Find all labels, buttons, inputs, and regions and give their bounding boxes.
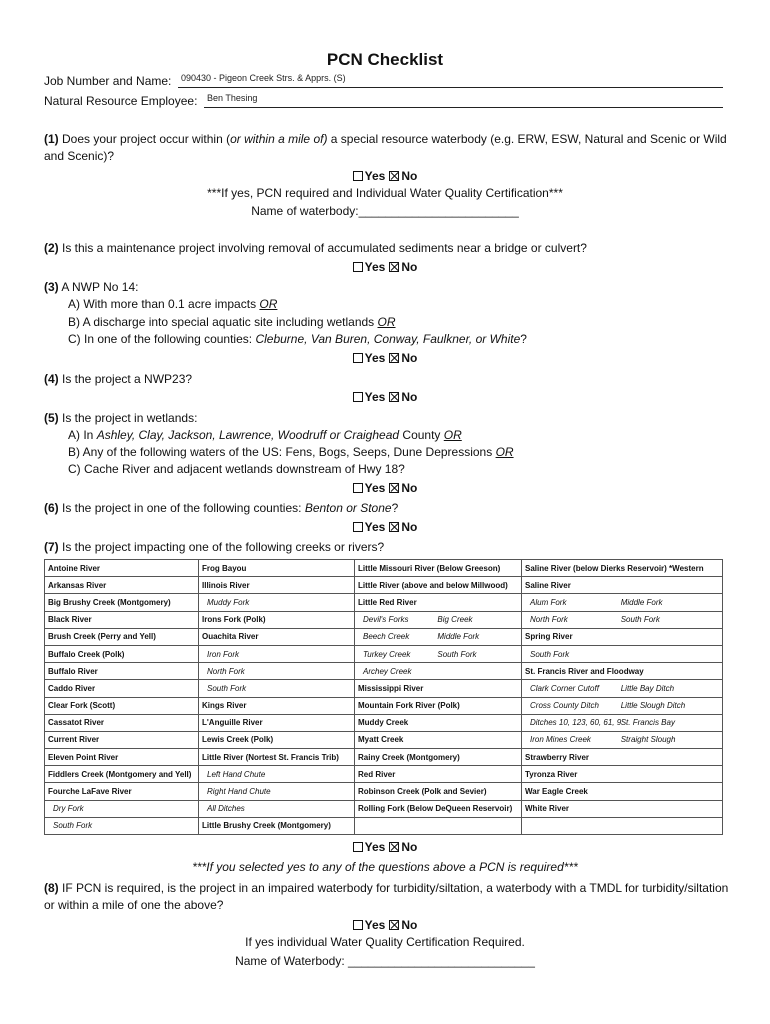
river-cell [355,714,522,731]
river-name: Middle Fork [437,632,480,642]
q7-no-label: No [401,840,418,854]
question-6-number: (6) [44,501,59,515]
question-8-note: If yes individual Water Quality Certification Required. [245,935,525,949]
question-3-option-c [68,332,527,346]
q8-yes-label: Yes [364,918,386,932]
question-5-number: (5) [44,411,59,425]
rivers-table-row [45,663,723,680]
question-3-text: A NWP No 14: [58,280,139,294]
river-name: Clark Corner Cutoff [530,683,599,693]
q5-a-or: OR [443,428,462,442]
q6-yes-label: Yes [364,520,386,534]
q2-no-label: No [401,260,418,274]
river-cell [199,594,355,611]
rivers-table-row [45,680,723,697]
river-cell [355,663,522,680]
q5-yes-checkbox[interactable] [353,483,363,493]
river-cell [199,766,355,783]
q3-yes-checkbox[interactable] [353,353,363,363]
river-name: Illinois River [202,580,250,590]
rivers-table-row [45,628,723,645]
question-5-answer [0,481,770,495]
rivers-table-row [45,697,723,714]
q4-yes-checkbox[interactable] [353,392,363,402]
river-cell [355,783,522,800]
river-name: Alum Fork [530,597,567,607]
q3-c-counties: Cleburne, Van Buren, Conway, Faulkner, or White [255,332,521,346]
q5-yes-label: Yes [364,481,386,495]
river-cell [199,680,355,697]
river-cell [45,817,199,834]
river-name: Red River [358,769,396,779]
river-cell [45,697,199,714]
river-name: Straight Slough [620,735,676,745]
river-name: Myatt Creek [358,735,404,745]
question-1-note: ***If yes, PCN required and Individual Water Quality Certification*** [207,186,563,200]
river-cell [522,594,723,611]
river-name: All Ditches [207,804,245,814]
river-name: South Fork [620,615,660,625]
river-name: Muddy Fork [207,597,250,607]
river-name: Cross County Ditch [530,701,599,711]
river-cell [45,800,199,817]
river-cell [522,749,723,766]
river-name: L'Anguille River [202,718,263,728]
river-name: North Fork [530,615,568,625]
q5-a-end: County [399,428,444,442]
question-4-number: (4) [44,372,59,386]
river-cell [355,645,522,662]
q5-b-text: B) Any of the following waters of the US: Fens, Bogs, Seeps, Dune Depressions [68,445,496,459]
rivers-table-row [45,783,723,800]
river-cell [199,817,355,834]
river-cell [199,714,355,731]
q6-no-checkbox[interactable] [389,522,399,532]
river-name: Left Hand Chute [207,769,266,779]
river-cell [199,783,355,800]
q3-a-text: A) With more than 0.1 acre impacts [68,297,260,311]
q4-no-checkbox[interactable] [389,392,399,402]
question-6 [44,500,734,517]
river-name: Right Hand Chute [207,787,271,797]
river-name: Little Slough Ditch [620,701,686,711]
river-cell [522,663,723,680]
q3-no-label: No [401,351,418,365]
river-cell [355,697,522,714]
rivers-table-row [45,645,723,662]
job-field-label: Job Number and Name: [44,74,172,88]
river-name: Lewis Creek (Polk) [202,735,274,745]
river-name: South Fork [207,683,247,693]
river-name: Kings River [202,701,247,711]
question-5-option-b [68,445,514,459]
river-name: Antoine River [48,563,101,573]
rivers-table-row [45,560,723,577]
river-name: Ouachita River [202,632,259,642]
question-6-answer [0,520,770,534]
q8-yes-checkbox[interactable] [353,920,363,930]
river-name: Rolling Fork (Below DeQueen Reservoir) [358,804,513,814]
river-cell [45,594,199,611]
question-3-answer [0,351,770,365]
river-cell [355,611,522,628]
rivers-table [44,559,723,835]
river-cell [45,731,199,748]
question-2 [44,240,734,257]
river-cell [355,560,522,577]
q3-b-text: B) A discharge into special aquatic site including wetlands [68,315,378,329]
river-cell [522,766,723,783]
river-cell [45,749,199,766]
question-1-waterbody-name[interactable]: Name of waterbody:________________________ [251,204,519,218]
river-name: Rainy Creek (Montgomery) [358,752,460,762]
river-name: Middle Fork [620,597,663,607]
rivers-table-row [45,577,723,594]
question-1-text-b: a special resource waterbody (e.g. ERW, ESW, Natural and Scenic or Wild and Scenic)? [44,132,727,163]
q5-b-or: OR [495,445,514,459]
river-cell [522,645,723,662]
question-6-end: ? [391,501,399,515]
river-cell [355,749,522,766]
river-name: Fiddlers Creek (Montgomery and Yell) [48,769,192,779]
river-name: War Eagle Creek [525,787,588,797]
river-cell [45,611,199,628]
river-cell [355,577,522,594]
question-2-text: Is this a maintenance project involving removal of accumulated sediments near a bridge or culvert? [58,241,587,255]
question-8-waterbody-name[interactable]: Name of Waterbody: ____________________________ [235,954,535,968]
question-7-number: (7) [44,540,59,554]
q3-c-text: C) In one of the following counties: [68,332,256,346]
river-name: Archey Creek [363,666,412,676]
river-cell [355,628,522,645]
river-name: Cassatot River [48,718,105,728]
river-cell [45,714,199,731]
question-4-answer [0,390,770,404]
river-name: Fourche LaFave River [48,787,132,797]
employee-field-value[interactable]: Ben Thesing [207,93,258,103]
employee-field-line[interactable] [204,94,723,108]
question-4-text: Is the project a NWP23? [58,372,193,386]
river-name: Irons Fork (Polk) [202,615,266,625]
river-name: Buffalo Creek (Polk) [48,649,125,659]
river-name: Muddy Creek [358,718,409,728]
rivers-table-row [45,766,723,783]
q1-yes-label: Yes [364,169,386,183]
river-cell [45,680,199,697]
q8-no-label: No [401,918,418,932]
river-cell [522,560,723,577]
river-cell [355,731,522,748]
question-6-text: Is the project in one of the following counties: [58,501,305,515]
q3-c-end: ? [520,332,527,346]
question-5-option-a [68,428,462,442]
river-cell [199,611,355,628]
river-cell [522,783,723,800]
river-name: Dry Fork [53,804,84,814]
river-name: Little Bay Ditch [620,683,675,693]
question-1 [44,131,734,165]
question-6-counties: Benton or Stone [304,501,392,515]
rivers-table-row [45,817,723,834]
question-1-text-a: Does your project occur within ( [58,132,231,146]
river-cell [199,645,355,662]
q4-no-label: No [401,390,418,404]
river-name: Ditches 10, 123, 60, 61, 9 [530,718,622,728]
q3-no-checkbox[interactable] [389,353,399,363]
question-3-option-a [68,297,277,311]
q4-yes-label: Yes [364,390,386,404]
job-field-value[interactable]: 090430 - Pigeon Creek Strs. & Apprs. (S) [181,73,346,83]
river-cell [45,628,199,645]
river-cell [522,611,723,628]
river-cell [522,800,723,817]
river-cell [199,628,355,645]
river-name: Mountain Fork River (Polk) [358,701,460,711]
river-cell [355,800,522,817]
river-name: Arkansas River [48,580,107,590]
question-8-text: IF PCN is required, is the project in an impaired waterbody for turbidity/siltation, a waterbody with a TMDL for turbidity/siltation or within a mile of one the above? [44,881,729,912]
river-name: White River [525,804,570,814]
river-cell [199,800,355,817]
river-name: Clear Fork (Scott) [48,701,116,711]
river-name: Turkey Creek [363,649,411,659]
river-name: Big Brushy Creek (Montgomery) [48,597,171,607]
river-name: Little Red River [358,597,417,607]
question-7 [44,539,734,556]
river-name: Strawberry River [525,752,590,762]
river-name: Beech Creek [363,632,410,642]
q7-yes-checkbox[interactable] [353,842,363,852]
question-8-number: (8) [44,881,59,895]
river-cell [522,714,723,731]
question-3-number: (3) [44,280,59,294]
question-7-answer [0,840,770,854]
page-title: PCN Checklist [326,50,444,69]
q1-no-label: No [401,169,418,183]
river-name: Saline River (below Dierks Reservoir) *Western [525,563,704,573]
rivers-table-row [45,731,723,748]
river-name: Spring River [525,632,573,642]
river-cell [522,731,723,748]
river-name: Tyronza River [525,769,578,779]
rivers-table-row [45,749,723,766]
river-cell [45,645,199,662]
q5-a-counties: Ashley, Clay, Jackson, Lawrence, Woodruff or Craighead [96,428,400,442]
river-cell [45,560,199,577]
river-cell [45,663,199,680]
river-name: Devil's Forks [363,615,409,625]
q6-no-label: No [401,520,418,534]
river-cell [199,663,355,680]
river-cell [355,680,522,697]
river-name: Caddo River [48,683,96,693]
question-1-text-italic: or within a mile of) [230,132,328,146]
q7-no-checkbox[interactable] [389,842,399,852]
river-cell [522,577,723,594]
river-cell [199,697,355,714]
q5-no-label: No [401,481,418,495]
rivers-table-row [45,800,723,817]
q7-yes-label: Yes [364,840,386,854]
river-name: Brush Creek (Perry and Yell) [48,632,156,642]
river-cell [522,697,723,714]
river-name: St. Francis Bay [620,718,675,728]
river-cell [45,577,199,594]
river-name: North Fork [207,666,245,676]
question-3-option-b [68,315,396,329]
q2-yes-label: Yes [364,260,386,274]
river-cell [522,817,723,834]
river-cell [522,628,723,645]
q6-yes-checkbox[interactable] [353,522,363,532]
employee-field-label: Natural Resource Employee: [44,94,198,108]
question-8 [44,880,734,914]
river-name: Black River [48,615,92,625]
river-name: South Fork [437,649,477,659]
question-1-number: (1) [44,132,59,146]
river-name: Robinson Creek (Polk and Sevier) [358,787,487,797]
q5-no-checkbox[interactable] [389,483,399,493]
river-name: Buffalo River [48,666,98,676]
question-1-answer [0,169,770,183]
river-cell [45,783,199,800]
river-cell [199,560,355,577]
river-name: Saline River [525,580,571,590]
river-name: South Fork [53,821,93,831]
question-7-text: Is the project impacting one of the following creeks or rivers? [58,540,385,554]
river-name: Big Creek [437,615,473,625]
rivers-table-row [45,611,723,628]
q1-no-checkbox[interactable] [389,171,399,181]
river-name: Little River (above and below Millwood) [358,580,508,590]
river-name: Frog Bayou [202,563,247,573]
river-cell [199,577,355,594]
river-name: Mississippi River [358,683,424,693]
q5-a-text: A) In [68,428,97,442]
river-cell [199,731,355,748]
river-name: Iron Fork [207,649,240,659]
river-name: South Fork [530,649,570,659]
river-cell [355,766,522,783]
rivers-table-row [45,594,723,611]
question-3 [44,279,734,296]
rivers-table-row [45,714,723,731]
q3-b-or: OR [377,315,396,329]
question-5-text: Is the project in wetlands: [58,411,198,425]
question-5-option-c: C) Cache River and adjacent wetlands downstream of Hwy 18? [68,462,405,476]
river-cell [45,766,199,783]
river-name: Eleven Point River [48,752,119,762]
river-name: Current River [48,735,100,745]
question-4 [44,371,734,388]
river-name: Little Missouri River (Below Greeson) [358,563,501,573]
river-name: Little River (Nortest St. Francis Trib) [202,752,339,762]
question-2-number: (2) [44,241,59,255]
question-5 [44,410,734,427]
river-cell [355,594,522,611]
river-name: St. Francis River and Floodway [525,666,644,676]
river-cell [355,817,522,834]
river-cell [522,680,723,697]
river-name: Little Brushy Creek (Montgomery) [202,821,331,831]
q3-a-or: OR [259,297,278,311]
q1-yes-checkbox[interactable] [353,171,363,181]
q3-yes-label: Yes [364,351,386,365]
q8-no-checkbox[interactable] [389,920,399,930]
q2-no-checkbox[interactable] [389,262,399,272]
question-2-answer [0,260,770,274]
question-8-answer [0,918,770,932]
river-name: Iron Mines Creek [530,735,591,745]
river-cell [199,749,355,766]
pcn-required-note: ***If you selected yes to any of the questions above a PCN is required*** [192,860,578,874]
q2-yes-checkbox[interactable] [353,262,363,272]
